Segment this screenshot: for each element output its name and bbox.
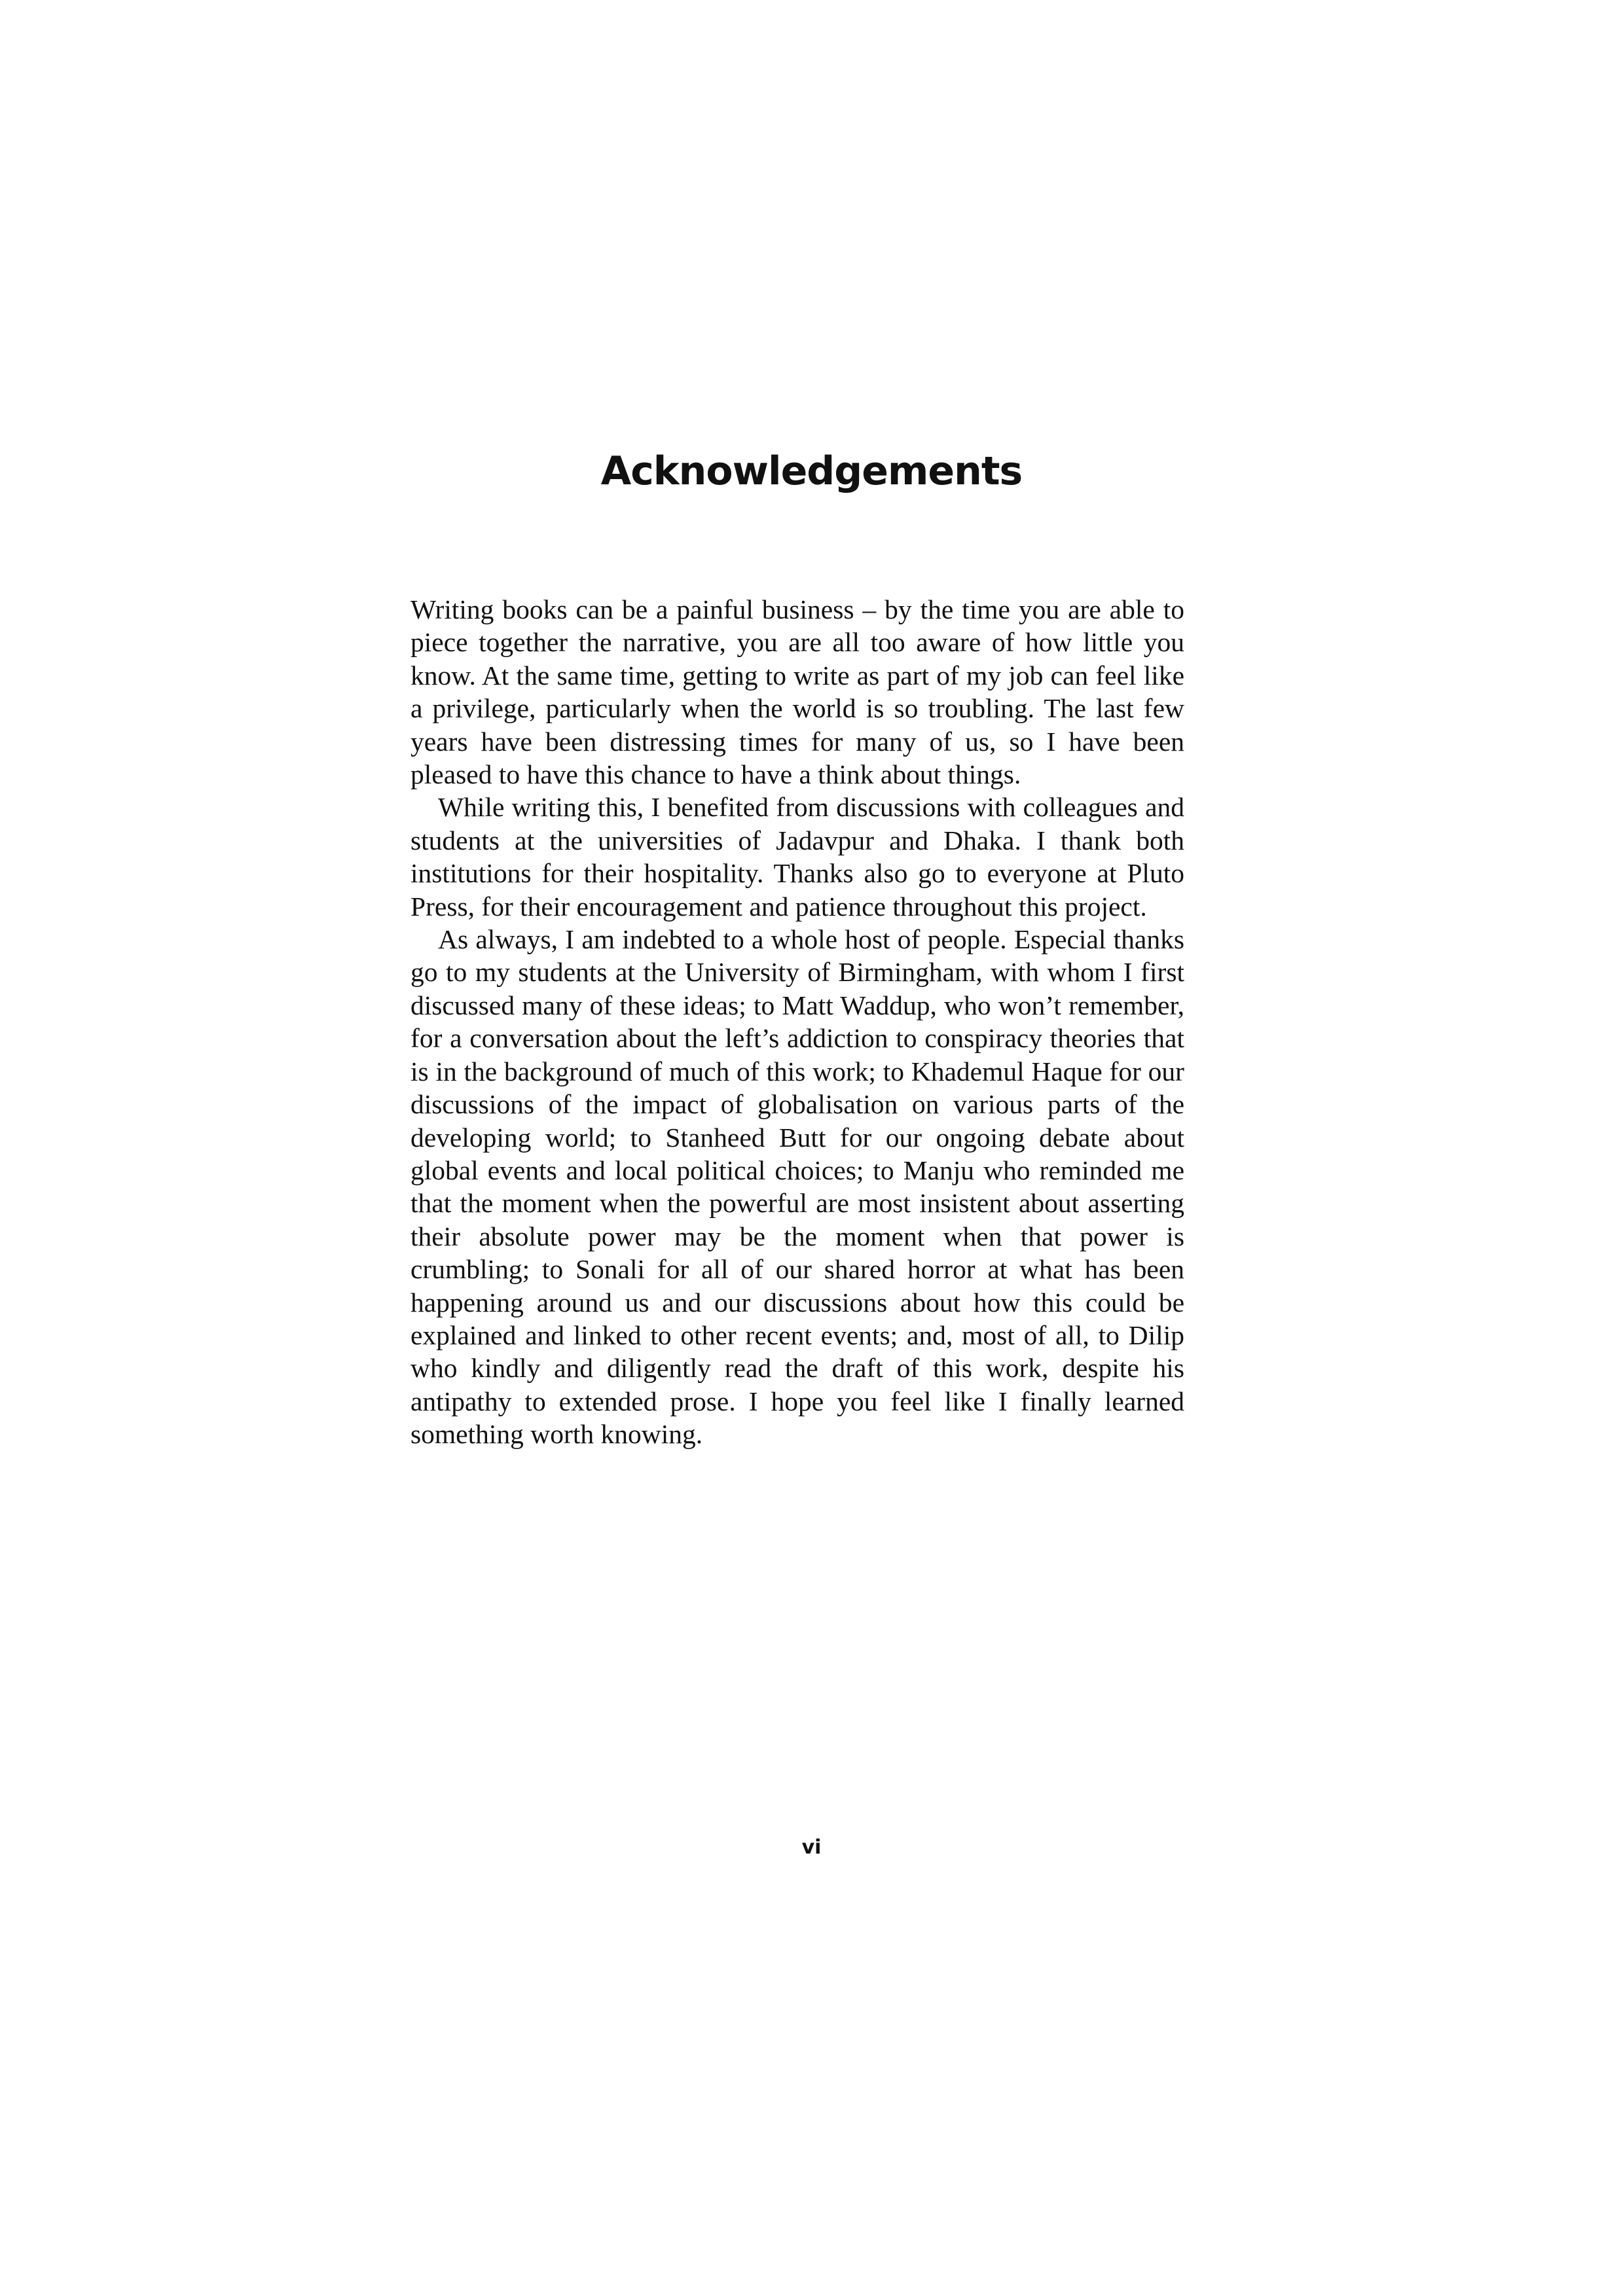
paragraph-2: While writing this, I benefited from discussions with colleagues and students at the universities of Jadavpur and Dhaka. I thank both institutions for their hospitality. Thanks also go to everyone at Pluto Press, for their encouragement and patience throughout this project. <box>410 792 1184 922</box>
page-title: Acknowledgements <box>600 448 1023 494</box>
acknowledgements-body <box>410 593 1184 1451</box>
paragraph-3: As always, I am indebted to a whole host of people. Especial thanks go to my students at the University of Birmingham, with whom I first discussed many of these ideas; to Matt Waddup, who won’t remember, for a conversation about the left’s addiction to conspiracy theories that is in the background of much of this work; to Khademul Haque for our discussions of the impact of globalisation on various parts of the developing world; to Stanheed Butt for our ongoing debate about global events and local political choices; to Manju who reminded me that the moment when the powerful are most insistent about asserting their absolute power may be the moment when that power is crumbling; to Sonali for all of our shared horror at what has been happening around us and our discussions about how this could be explained and linked to other recent events; and, most of all, to Dilip who kindly and diligently read the draft of this work, despite his antipathy to extended prose. I hope you feel like I finally learned something worth knowing. <box>410 924 1184 1450</box>
paragraph-1: Writing books can be a painful business – by the time you are able to piece together the narrative, you are all too aware of how little you know. At the same time, getting to write as part of my job can feel like a privilege, particularly when the world is so troubling. The last few years have been distressing times for many of us, so I have been pleased to have this chance to have a think about things. <box>410 594 1184 790</box>
page-number: vi <box>801 1836 822 1859</box>
